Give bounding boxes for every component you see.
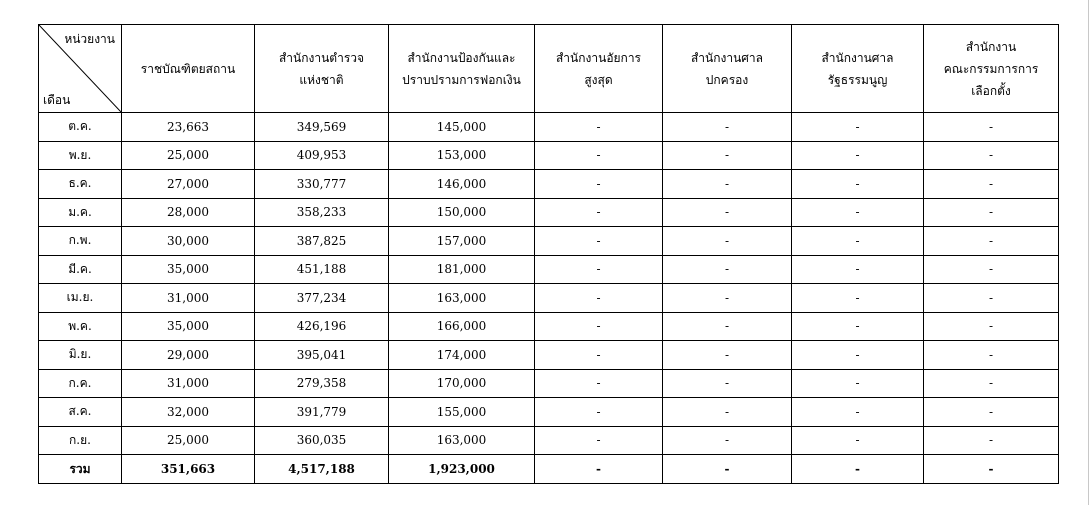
value-cell: - [663,170,792,199]
value-cell: - [663,369,792,398]
value-cell: 155,000 [389,398,535,427]
value-cell: 30,000 [122,227,255,256]
value-cell: - [535,170,663,199]
value-cell: - [535,227,663,256]
value-cell: 358,233 [255,198,389,227]
total-value-cell: - [535,455,663,484]
column-header-line: แห่งชาติ [299,72,344,87]
value-cell: 163,000 [389,284,535,313]
month-cell: พ.ค. [39,312,122,341]
total-row [39,455,1059,484]
column-header [122,25,255,113]
value-cell: - [792,398,924,427]
month-cell: มี.ค. [39,255,122,284]
value-cell: 153,000 [389,141,535,170]
value-cell: 32,000 [122,398,255,427]
value-cell: 27,000 [122,170,255,199]
value-cell: - [924,227,1059,256]
value-cell: - [792,369,924,398]
month-cell: ต.ค. [39,113,122,142]
value-cell: - [535,284,663,313]
table-row [39,198,1059,227]
value-cell: - [535,312,663,341]
value-cell: 145,000 [389,113,535,142]
month-cell: พ.ย. [39,141,122,170]
total-label-cell: รวม [39,455,122,484]
column-header [663,25,792,113]
column-header [389,25,535,113]
value-cell: - [792,113,924,142]
value-cell: 25,000 [122,426,255,455]
total-value-cell: - [924,455,1059,484]
value-cell: - [535,255,663,284]
data-table [38,24,1059,484]
value-cell: - [535,426,663,455]
page-edge-rule [1088,0,1089,505]
month-cell: เม.ย. [39,284,122,313]
table-row [39,255,1059,284]
value-cell: 157,000 [389,227,535,256]
month-cell: ก.พ. [39,227,122,256]
column-header-line: ราชบัณฑิตยสถาน [140,61,236,76]
value-cell: - [924,198,1059,227]
total-value-cell: 1,923,000 [389,455,535,484]
value-cell: - [924,369,1059,398]
value-cell: - [535,369,663,398]
table-row [39,227,1059,256]
value-cell: - [535,398,663,427]
value-cell: - [792,426,924,455]
value-cell: - [792,227,924,256]
value-cell: 387,825 [255,227,389,256]
value-cell: - [792,284,924,313]
column-header-line: ปกครอง [705,72,749,87]
value-cell: - [535,341,663,370]
column-header-line: คณะกรรมการการ [943,61,1039,76]
value-cell: 377,234 [255,284,389,313]
column-header-line: ปราบปรามการฟอกเงิน [402,72,521,87]
value-cell: 360,035 [255,426,389,455]
table-row [39,141,1059,170]
table-row [39,398,1059,427]
value-cell: 174,000 [389,341,535,370]
corner-top-label: หน่วยงาน [64,32,115,46]
value-cell: - [663,398,792,427]
total-value-cell: 351,663 [122,455,255,484]
value-cell: 35,000 [122,312,255,341]
month-cell: ส.ค. [39,398,122,427]
value-cell: - [663,227,792,256]
column-header-line: สำนักงานป้องกันและ [407,50,516,65]
value-cell: - [663,255,792,284]
month-cell: มิ.ย. [39,341,122,370]
value-cell: - [663,284,792,313]
value-cell: - [663,312,792,341]
column-header-line: สำนักงานอัยการ [555,50,642,65]
value-cell: 395,041 [255,341,389,370]
value-cell: - [924,426,1059,455]
value-cell: - [663,141,792,170]
header-row [39,25,1059,113]
column-header [792,25,924,113]
value-cell: - [663,426,792,455]
total-value-cell: - [792,455,924,484]
value-cell: - [924,284,1059,313]
value-cell: 31,000 [122,369,255,398]
value-cell: - [924,312,1059,341]
value-cell: 166,000 [389,312,535,341]
column-header-line: สำนักงานตำรวจ [278,50,365,65]
table-row [39,312,1059,341]
value-cell: 25,000 [122,141,255,170]
value-cell: 31,000 [122,284,255,313]
value-cell: 35,000 [122,255,255,284]
column-header-line: สำนักงานศาล [690,50,764,65]
value-cell: - [535,141,663,170]
table-row [39,369,1059,398]
value-cell: - [924,398,1059,427]
column-header [535,25,663,113]
value-cell: - [792,198,924,227]
column-header-line: สูงสุด [584,72,613,87]
value-cell: - [792,170,924,199]
value-cell: - [792,141,924,170]
value-cell: 150,000 [389,198,535,227]
table-row [39,170,1059,199]
total-value-cell: 4,517,188 [255,455,389,484]
value-cell: 451,188 [255,255,389,284]
value-cell: 426,196 [255,312,389,341]
month-cell: ก.ค. [39,369,122,398]
value-cell: 23,663 [122,113,255,142]
corner-header-cell [39,25,122,113]
value-cell: 330,777 [255,170,389,199]
total-value-cell: - [663,455,792,484]
table-row [39,113,1059,142]
value-cell: - [792,255,924,284]
value-cell: - [924,341,1059,370]
column-header-line: เลือกตั้ง [971,83,1011,98]
value-cell: 163,000 [389,426,535,455]
value-cell: - [663,341,792,370]
table-body [39,113,1059,484]
value-cell: - [924,113,1059,142]
value-cell: 146,000 [389,170,535,199]
column-header [924,25,1059,113]
value-cell: - [792,312,924,341]
value-cell: 391,779 [255,398,389,427]
value-cell: - [924,170,1059,199]
value-cell: - [924,141,1059,170]
value-cell: - [924,255,1059,284]
table-row [39,284,1059,313]
value-cell: - [535,113,663,142]
value-cell: 170,000 [389,369,535,398]
corner-bottom-label: เดือน [43,93,71,107]
table-row [39,426,1059,455]
value-cell: - [535,198,663,227]
month-cell: ธ.ค. [39,170,122,199]
column-header-line: สำนักงานศาล [821,50,894,65]
value-cell: 29,000 [122,341,255,370]
column-header-line: สำนักงาน [965,39,1017,54]
value-cell: 349,569 [255,113,389,142]
value-cell: 181,000 [389,255,535,284]
value-cell: 409,953 [255,141,389,170]
month-cell: ก.ย. [39,426,122,455]
value-cell: 28,000 [122,198,255,227]
value-cell: - [663,198,792,227]
value-cell: - [663,113,792,142]
table-row [39,341,1059,370]
column-header-line: รัฐธรรมนูญ [827,72,888,87]
value-cell: 279,358 [255,369,389,398]
value-cell: - [792,341,924,370]
month-cell: ม.ค. [39,198,122,227]
column-header [255,25,389,113]
